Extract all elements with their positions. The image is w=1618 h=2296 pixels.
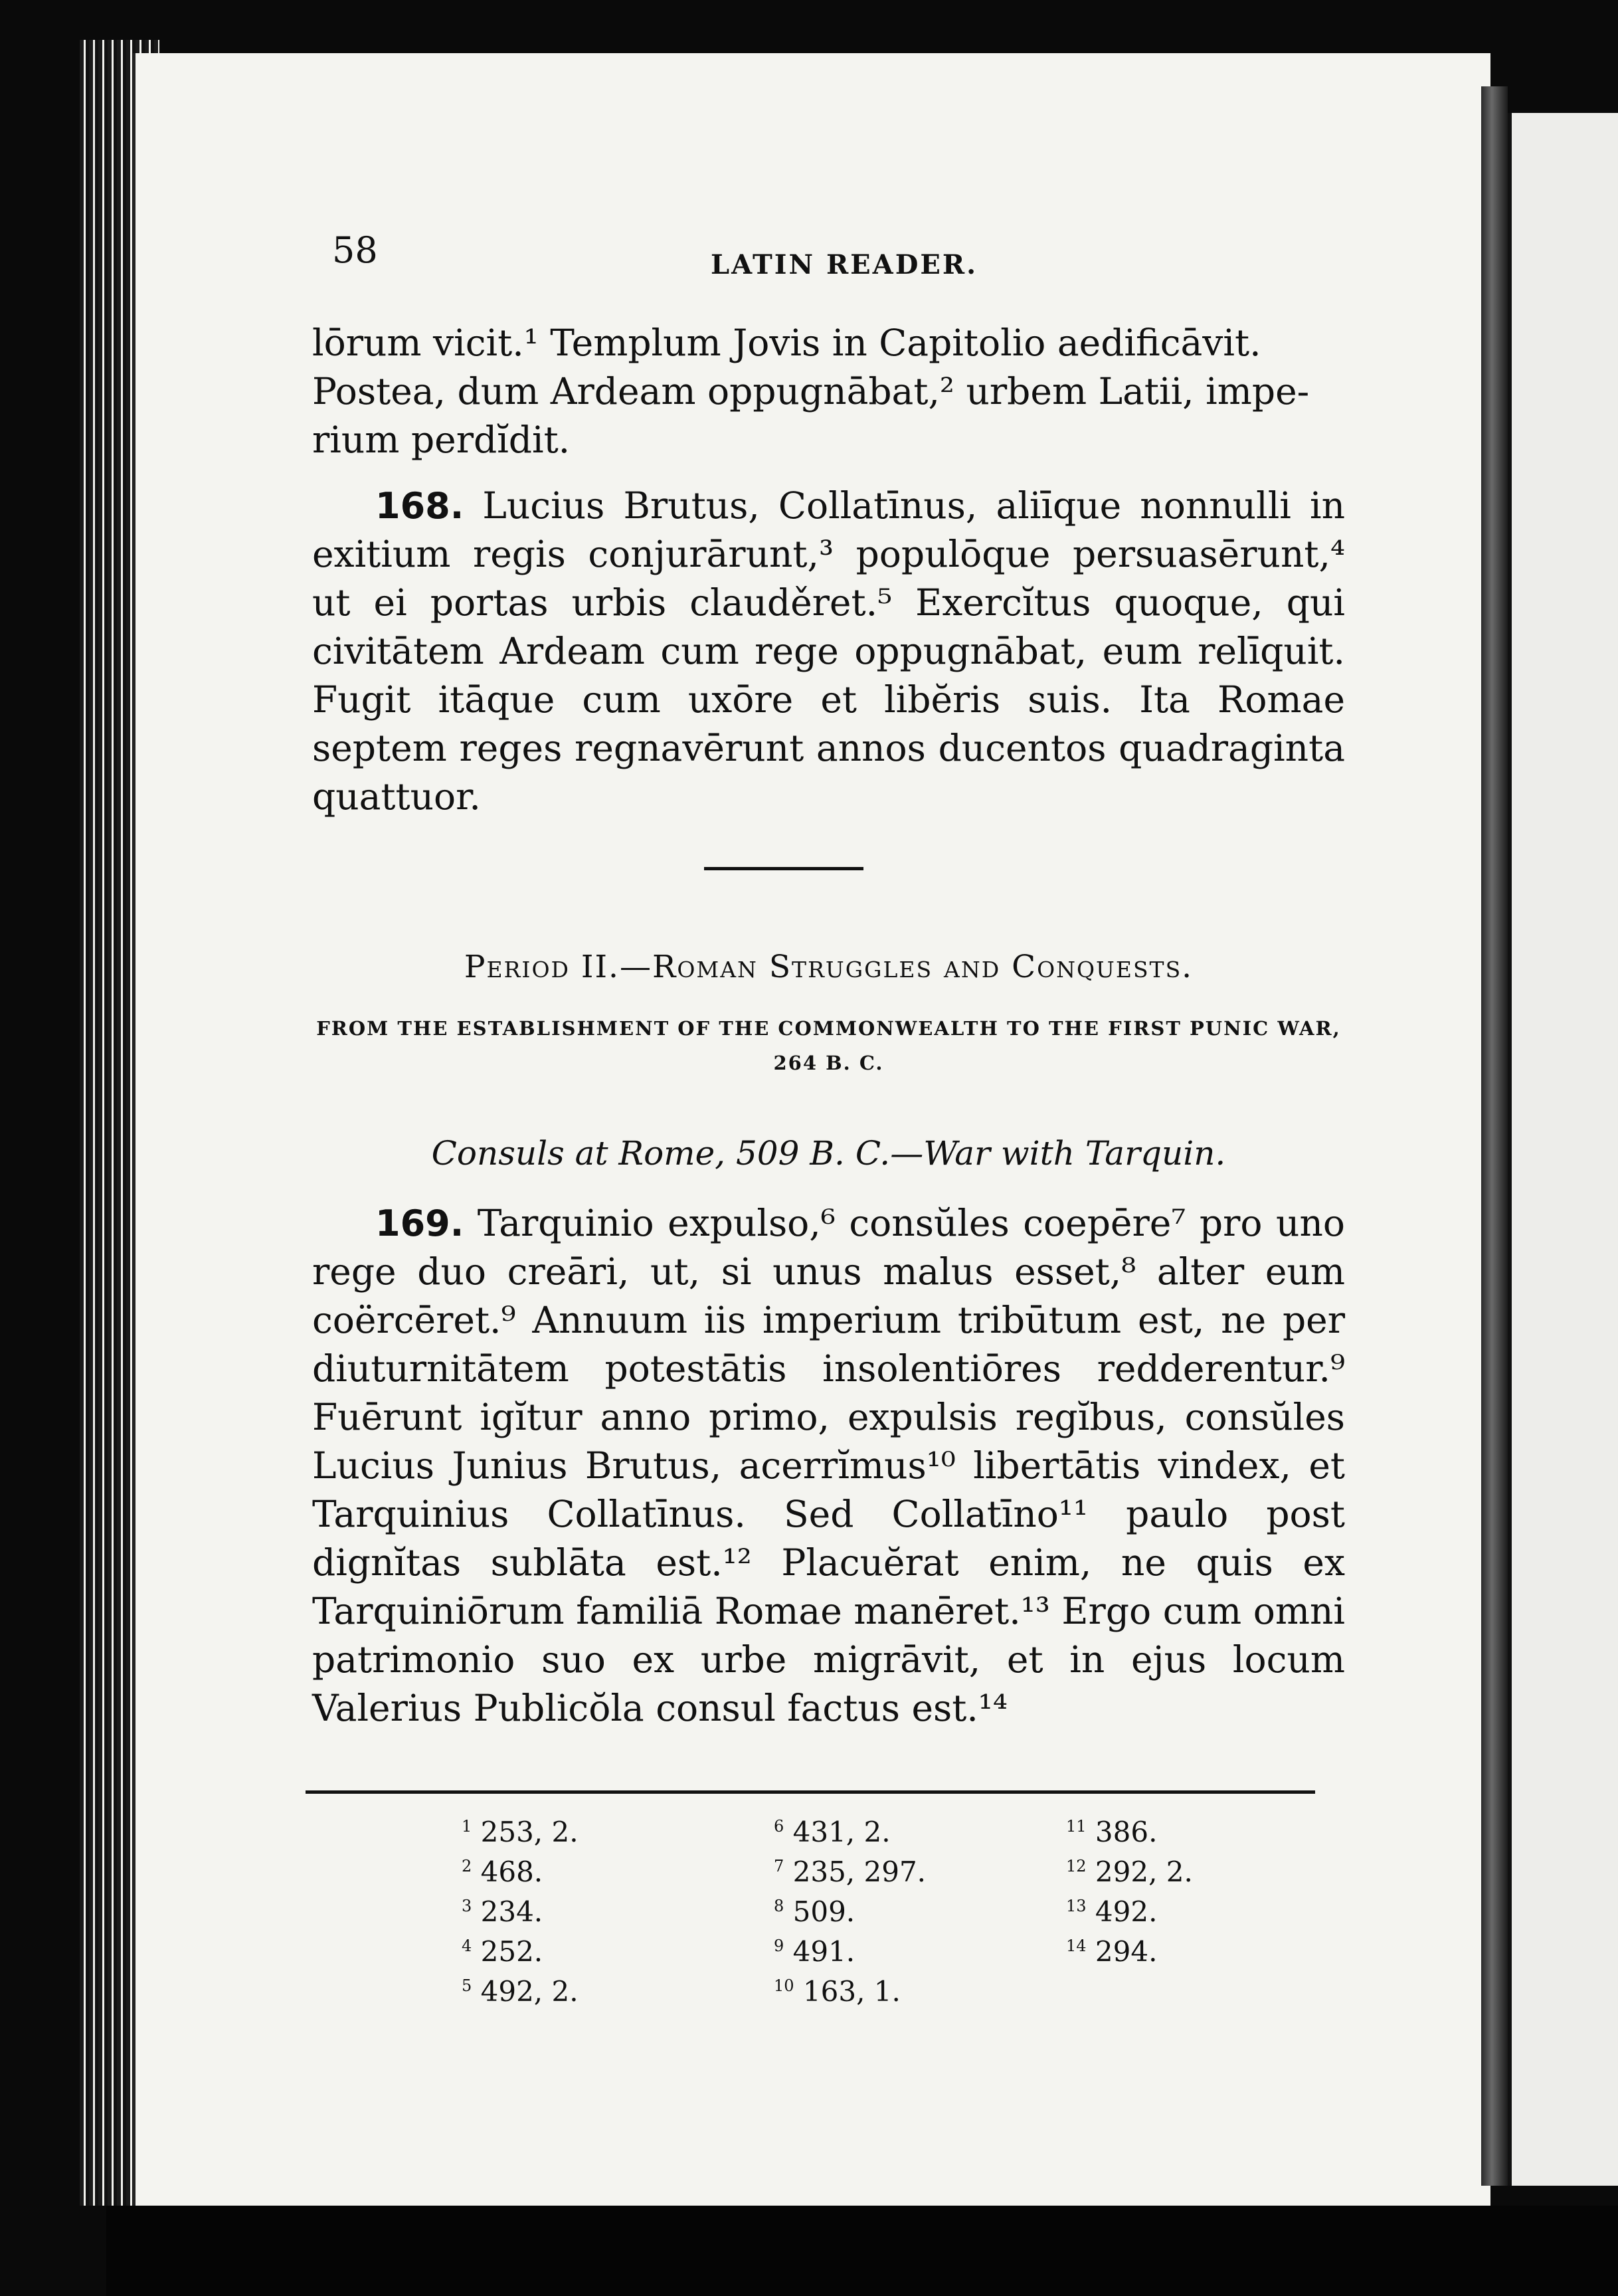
footnote-ref: 163, 1. bbox=[802, 1975, 901, 2008]
paragraph-169 bbox=[312, 1199, 1345, 1733]
footnote-ref: 468. bbox=[480, 1856, 543, 1888]
footnote bbox=[462, 1972, 579, 2012]
footnote-ref: 252. bbox=[480, 1935, 543, 1968]
book-gutter bbox=[1481, 86, 1508, 2186]
footnote-ref: 492, 2. bbox=[480, 1975, 579, 2008]
footnote-mark: 5 bbox=[462, 1976, 472, 1995]
footnote-mark: 13 bbox=[1066, 1897, 1087, 1915]
text-line: Postea, dum Ardeam oppugnābat,² urbem Latii, impe- bbox=[312, 370, 1310, 413]
footnote-ref: 431, 2. bbox=[792, 1816, 891, 1848]
footnote-mark: 9 bbox=[774, 1937, 784, 1955]
page-number: 58 bbox=[332, 229, 378, 271]
footnote-mark: 12 bbox=[1066, 1857, 1087, 1875]
footnote-rule bbox=[306, 1790, 1315, 1794]
period-heading: Period II.—Roman Struggles and Conquests. bbox=[464, 949, 1194, 985]
text-line: rium perdĭdit. bbox=[312, 419, 571, 461]
footnote bbox=[774, 1852, 926, 1892]
footnote-ref: 509. bbox=[792, 1895, 855, 1928]
text-line: lōrum vicit.¹ Templum Jovis in Capitolio aedificāvit. bbox=[312, 322, 1261, 364]
footnote-mark: 11 bbox=[1066, 1817, 1087, 1836]
footnote bbox=[462, 1932, 579, 1972]
paragraph-text: Tarquinio expulso,⁶ consŭles coepēre⁷ pro uno rege duo creāri, ut, si unus malus esset,⁸ alter eum coërcēret.⁹ Annuum iis imperium tribūtum est, ne per diuturnitātem potestātis insolentiōres redderentur.⁹ Fuērunt igĭtur anno primo, expulsis regĭbus, consŭles Lucius Junius Brutus, acerrĭmus¹⁰ libertātis vindex, et Tarquinius Collatīnus. Sed Collatīno¹¹ paulo post dignĭtas sublāta est.¹² Placuĕrat enim, ne quis ex Tarquiniōrum familiā Romae manēret.¹³ Ergo cum omni patrimonio suo ex urbe migrāvit, et in ejus locum Valerius Publicŏla consul factus est.¹⁴ bbox=[312, 1202, 1345, 1729]
footnote bbox=[774, 1812, 926, 1852]
footnote-column-1 bbox=[462, 1812, 579, 2012]
subheading-date: 264 B. C. bbox=[773, 1052, 884, 1074]
facing-page-edge bbox=[1508, 113, 1618, 2186]
footnote bbox=[462, 1812, 579, 1852]
footnote bbox=[774, 1892, 926, 1932]
footnote bbox=[1066, 1892, 1193, 1932]
footnote bbox=[462, 1892, 579, 1932]
section-divider bbox=[704, 867, 863, 870]
footnote bbox=[462, 1852, 579, 1892]
period-subheading bbox=[312, 1011, 1345, 1080]
paragraph-number: 169. bbox=[375, 1202, 464, 1244]
footnote-mark: 2 bbox=[462, 1857, 472, 1875]
paragraph-168 bbox=[312, 482, 1345, 821]
footnote-mark: 4 bbox=[462, 1937, 472, 1955]
footnote-ref: 294. bbox=[1095, 1935, 1158, 1968]
footnote-mark: 14 bbox=[1066, 1937, 1087, 1955]
footnote bbox=[1066, 1932, 1193, 1972]
footnote-mark: 8 bbox=[774, 1897, 784, 1915]
footnote bbox=[1066, 1852, 1193, 1892]
paragraph-number: 168. bbox=[375, 485, 464, 527]
footnote-ref: 492. bbox=[1095, 1895, 1158, 1928]
footnote-column-3 bbox=[1066, 1812, 1193, 1972]
subheading-line: FROM THE ESTABLISHMENT OF THE COMMONWEALTH TO THE FIRST PUNIC WAR, bbox=[316, 1017, 1341, 1040]
footnote bbox=[1066, 1812, 1193, 1852]
footnote-ref: 292, 2. bbox=[1095, 1856, 1193, 1888]
footnote-ref: 386. bbox=[1095, 1816, 1158, 1848]
footnote-ref: 491. bbox=[792, 1935, 855, 1968]
paragraph-text: Lucius Brutus, Collatīnus, aliīque nonnulli in exitium regis conjurārunt,³ populōque persuasērunt,⁴ ut ei portas urbis clauděret.⁵ Exercĭtus quoque, qui civitātem Ardeam cum rege oppugnābat, eum relīquit. Fugit itāque cum uxōre et libĕris suis. Ita Romae septem reges regnavērunt annos ducentos quadraginta quattuor. bbox=[312, 484, 1346, 818]
footnote bbox=[774, 1972, 926, 2012]
footnote-ref: 235, 297. bbox=[792, 1856, 927, 1888]
footnote-ref: 253, 2. bbox=[480, 1816, 579, 1848]
footnote-mark: 7 bbox=[774, 1857, 784, 1875]
footnote bbox=[774, 1932, 926, 1972]
footnote-mark: 6 bbox=[774, 1817, 784, 1836]
running-head: LATIN READER. bbox=[711, 249, 978, 280]
paragraph-continued bbox=[312, 319, 1345, 464]
footnote-ref: 234. bbox=[480, 1895, 543, 1928]
footnote-column-2 bbox=[774, 1812, 926, 2012]
scan-bottom-border bbox=[106, 2206, 1618, 2296]
footnote-mark: 3 bbox=[462, 1897, 472, 1915]
footnote-mark: 10 bbox=[774, 1976, 794, 1995]
section-title: Consuls at Rome, 509 B. C.—War with Tarquin. bbox=[431, 1134, 1226, 1173]
footnote-mark: 1 bbox=[462, 1817, 472, 1836]
